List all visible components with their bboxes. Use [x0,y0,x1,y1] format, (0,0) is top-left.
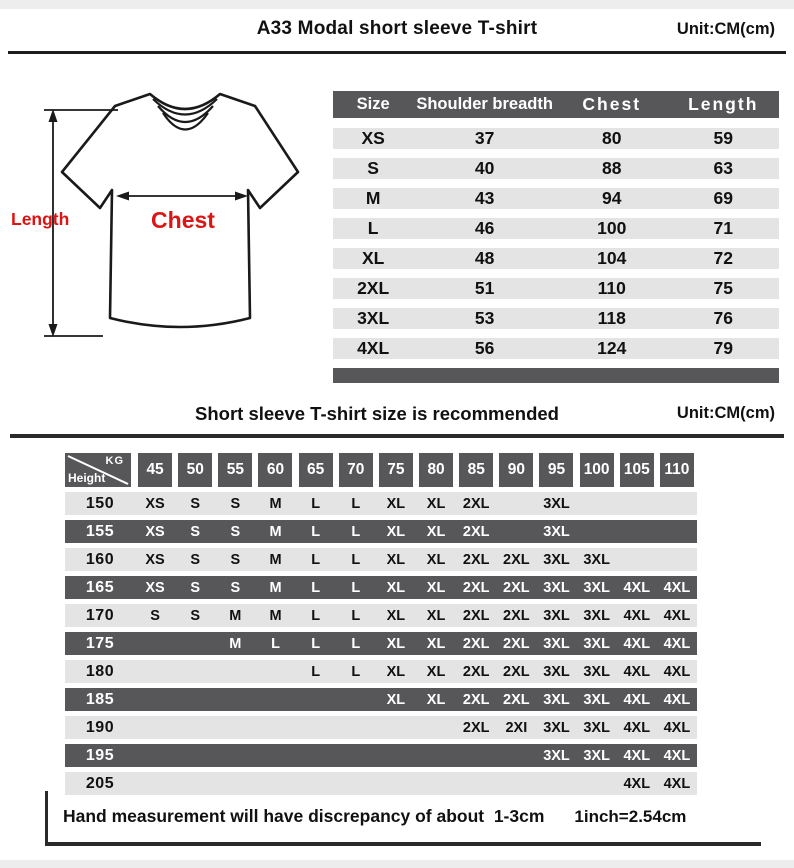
matrix-size-cell: 3XL [543,551,570,568]
matrix-row [65,744,697,767]
matrix-size-cell: XS [145,551,165,568]
matrix-size-cell: 3XL [583,607,610,624]
size-table-row [333,308,779,329]
matrix-size-cell: L [311,663,321,680]
weight-header-cell: 85 [459,453,493,487]
matrix-size-cell: S [150,607,160,624]
matrix-height-cell: 205 [85,774,115,792]
matrix-size-cell: XL [386,551,406,568]
matrix-size-cell: L [311,607,321,624]
size-table-cell: 63 [713,158,733,178]
matrix-row [65,604,697,627]
matrix-size-cell: M [269,551,282,568]
weight-header-track [255,453,295,487]
matrix-rows [65,492,697,795]
size-table-row [333,278,779,299]
divider-top [8,51,786,54]
matrix-size-cell: 3XL [583,635,610,652]
matrix-size-cell: 4XL [663,607,691,624]
size-table-cell: 75 [713,278,733,298]
matrix-size-cell: XL [426,495,446,512]
weight-header-cell: 70 [339,453,373,487]
weight-header-track [657,453,697,487]
matrix-size-cell: M [269,579,282,596]
length-label: Length [11,209,70,229]
weight-header-cell: 65 [299,453,333,487]
inch-conversion-note: 1inch=2.54cm [574,806,687,826]
chest-label: Chest [151,207,215,233]
weight-header-cell: 95 [539,453,573,487]
size-table-cell: 118 [597,308,626,328]
matrix-size-cell: 4XL [663,691,691,708]
matrix-height-cell: 175 [85,634,115,652]
matrix-size-cell: M [269,607,282,624]
matrix-size-cell: 4XL [663,579,691,596]
matrix-size-cell: 4XL [663,663,691,680]
weight-header-cell: 100 [580,453,614,487]
weight-header-track [456,453,496,487]
weight-header-cell: 45 [138,453,172,487]
recommend-title: Short sleeve T-shirt size is recommended [195,403,559,424]
matrix-size-cell: 4XL [623,747,651,764]
size-table-row [333,218,779,239]
size-table-cell: 4XL [357,338,390,358]
matrix-size-cell: 3XL [543,691,570,708]
matrix-size-cell: 4XL [623,691,651,708]
size-column-header: Chest [582,94,642,114]
matrix-size-cell: M [229,607,242,624]
matrix-size-cell: 4XL [623,635,651,652]
weight-header-track [617,453,657,487]
matrix-size-cell: M [269,523,282,540]
matrix-size-cell: M [269,495,282,512]
size-table-cell: 72 [713,248,733,268]
matrix-size-cell: 3XL [583,663,610,680]
size-table-cell: 80 [602,128,622,148]
matrix-height-cell: 195 [85,746,115,764]
page-title: A33 Modal short sleeve T-shirt [256,18,538,39]
matrix-size-cell: S [190,495,201,512]
matrix-size-cell: 3XL [583,747,610,764]
matrix-size-cell: 3XL [543,719,570,736]
matrix-row [65,688,697,711]
matrix-size-cell: XL [386,663,406,680]
size-table-footer-bar [333,368,779,383]
matrix-size-cell: 2XL [462,635,490,652]
weight-header-cell: 50 [178,453,212,487]
matrix-size-cell: 3XL [543,495,570,512]
size-table-cell: 71 [713,218,733,238]
size-table-cell: 53 [474,308,495,328]
matrix-height-cell: 165 [85,578,115,596]
size-table-cell: S [367,158,379,178]
matrix-row [65,492,697,515]
matrix-size-cell: S [230,551,241,568]
top-edge-strip [0,0,794,9]
size-table-row [333,158,779,179]
matrix-size-cell: 4XL [623,775,651,792]
matrix-row [65,548,697,571]
weight-header-track [536,453,576,487]
note-text: Hand measurement will have discrepancy of about 1-3cm [63,806,545,826]
size-table-cell: 46 [474,218,495,238]
matrix-size-cell: L [311,635,321,652]
matrix-size-cell: L [311,579,321,596]
unit-label: Unit:CM(cm) [676,20,775,38]
size-table-cell: XS [361,128,385,148]
matrix-size-cell: 2XL [462,663,490,680]
matrix-size-cell: XL [386,495,406,512]
matrix-size-cell: 2XI [505,719,528,736]
matrix-size-cell: 4XL [623,607,651,624]
size-table-cell: 104 [597,248,627,268]
matrix-size-cell: 2XL [503,663,530,680]
divider-middle [10,434,784,438]
matrix-size-cell: 4XL [663,719,691,736]
matrix-size-cell: XL [386,635,406,652]
matrix-size-cell: 2XL [503,551,530,568]
matrix-size-cell: S [230,523,241,540]
size-table-cell: 40 [474,158,495,178]
size-column-header: Length [688,94,759,114]
matrix-size-cell: 2XL [503,691,530,708]
matrix-size-cell: 2XL [462,691,490,708]
weight-header-track [296,453,336,487]
size-table-cell: L [367,218,379,238]
matrix-size-cell: L [351,635,361,652]
matrix-size-cell: XL [386,607,406,624]
matrix-height-cell: 150 [85,494,115,512]
size-table-cell: XL [361,248,385,268]
size-table-cell: 110 [597,278,626,298]
matrix-size-cell: L [351,523,361,540]
matrix-height-cell: 155 [85,522,115,540]
matrix-size-cell: L [351,663,361,680]
matrix-size-cell: 3XL [543,747,570,764]
weight-header-cell: 60 [258,453,292,487]
matrix-size-cell: 2XL [503,635,530,652]
matrix-size-cell: 3XL [543,579,570,596]
matrix-size-cell: 4XL [623,719,651,736]
matrix-size-cell: 3XL [543,663,570,680]
weight-header-track [376,453,416,487]
matrix-size-cell: 4XL [623,663,651,680]
weight-header-track [215,453,255,487]
matrix-size-cell: L [351,579,361,596]
size-table-cell: 59 [713,128,733,148]
matrix-size-cell: S [190,523,201,540]
matrix-row [65,716,697,739]
size-table-cell: 94 [602,188,622,208]
matrix-size-cell: XL [426,691,446,708]
matrix-height-cell: 190 [85,718,115,736]
matrix-size-cell: L [351,607,361,624]
weight-header-cell: 80 [419,453,453,487]
size-table-cell: 48 [474,248,495,268]
matrix-size-cell: L [271,635,280,652]
matrix-size-cell: 3XL [583,719,610,736]
matrix-height-cell: 170 [85,606,115,624]
matrix-size-cell: L [351,551,361,568]
weight-header-track [135,453,175,487]
matrix-size-cell: 4XL [663,747,691,764]
weight-header-track [336,453,376,487]
size-table-row [333,128,779,149]
matrix-size-cell: 4XL [663,775,691,792]
tshirt-diagram [8,62,328,362]
size-table-cell: 69 [713,188,733,208]
unit-label-2: Unit:CM(cm) [676,404,775,422]
weight-header-track [416,453,456,487]
matrix-size-cell: 4XL [623,579,651,596]
matrix-size-cell: S [190,551,201,568]
matrix-size-cell: 2XL [462,607,490,624]
matrix-size-cell: 3XL [583,579,610,596]
matrix-size-cell: XL [426,635,446,652]
matrix-size-cell: 2XL [503,607,530,624]
size-table [333,91,779,383]
matrix-size-cell: XL [426,579,446,596]
matrix-size-cell: XL [386,579,406,596]
size-table-row [333,338,779,359]
weight-header-track [577,453,617,487]
matrix-size-cell: S [190,607,201,624]
note-box [45,791,761,846]
matrix-size-cell: S [190,579,201,596]
matrix-size-cell: 2XL [503,579,530,596]
weight-header-track [175,453,215,487]
matrix-size-cell: XL [386,691,406,708]
matrix-size-cell: 2XL [462,579,490,596]
matrix-size-cell: XS [145,523,165,540]
size-table-cell: 100 [597,218,627,238]
matrix-size-cell: XL [426,663,446,680]
weight-header-cell: 90 [499,453,533,487]
size-table-header [333,91,779,118]
size-table-cell: 37 [474,128,495,148]
weight-header-cell: 110 [660,453,694,487]
size-table-rows [333,128,779,359]
matrix-size-cell: M [229,635,242,652]
matrix-corner-cell [65,453,131,487]
corner-height-label: Height [68,471,106,485]
matrix-row [65,520,697,543]
matrix-size-cell: 2XL [462,495,490,512]
matrix-size-cell: L [311,523,321,540]
matrix-size-cell: 3XL [583,551,610,568]
matrix-size-cell: L [311,495,321,512]
matrix-row [65,660,697,683]
matrix-size-cell: XL [426,551,446,568]
size-table-cell: 76 [713,308,733,328]
matrix-size-cell: 3XL [543,635,570,652]
matrix-size-cell: S [230,579,241,596]
matrix-size-cell: 2XL [462,719,490,736]
size-table-cell: M [365,188,381,208]
size-table-cell: 43 [474,188,495,208]
matrix-height-cell: 185 [85,690,115,708]
size-table-cell: 79 [713,338,733,358]
size-table-cell: 51 [474,278,495,298]
size-column-header: Size [356,95,390,113]
matrix-header-row [65,453,697,487]
size-table-cell: 2XL [357,278,390,298]
matrix-size-cell: 2XL [462,551,490,568]
weight-header-cell: 75 [379,453,413,487]
matrix-height-cell: 160 [85,550,115,568]
size-table-row [333,188,779,209]
matrix-size-cell: XS [145,579,165,596]
matrix-height-cell: 180 [85,662,115,680]
weight-header-cell: 55 [218,453,252,487]
matrix-row [65,576,697,599]
matrix-size-cell: 3XL [543,523,570,540]
matrix-size-cell: XL [426,523,446,540]
weight-header-track [496,453,536,487]
bottom-edge-strip [0,860,794,868]
size-table-cell: 88 [602,158,622,178]
size-table-cell: 3XL [357,308,390,328]
matrix-size-cell: 2XL [462,523,490,540]
matrix-row [65,632,697,655]
matrix-size-cell: XS [145,495,165,512]
matrix-size-cell: XL [426,607,446,624]
matrix-size-cell: L [351,495,361,512]
matrix-size-cell: 3XL [583,691,610,708]
size-table-cell: 124 [597,338,627,358]
size-table-row [333,248,779,269]
height-weight-matrix [65,453,697,800]
matrix-size-cell: 3XL [543,607,570,624]
size-column-header: Shoulder breadth [416,95,553,113]
weight-header-cell: 105 [620,453,654,487]
matrix-size-cell: S [230,495,241,512]
matrix-size-cell: L [311,551,321,568]
corner-kg-label: KG [105,455,124,467]
matrix-size-cell: 4XL [663,635,691,652]
matrix-size-cell: XL [386,523,406,540]
size-table-cell: 56 [474,338,495,358]
